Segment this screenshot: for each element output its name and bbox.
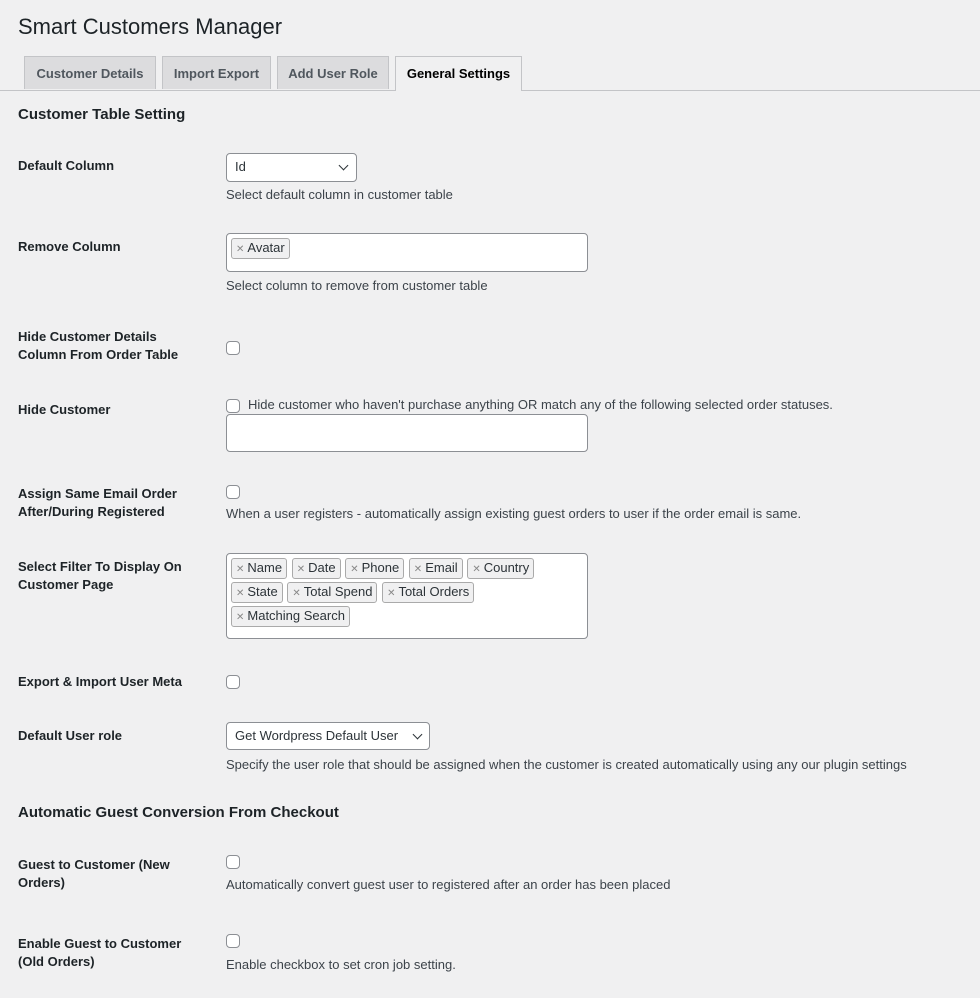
remove-chip-icon[interactable]: ✕ [387, 588, 396, 599]
label-guest-new-orders: Guest to Customer (New Orders) [18, 857, 170, 890]
default-column-select[interactable] [226, 153, 357, 182]
label-select-filter: Select Filter To Display On Customer Page [18, 559, 182, 592]
tab-add-user-role[interactable]: Add User Role [277, 56, 389, 89]
guest-old-orders-checkbox[interactable] [226, 934, 240, 948]
default-user-role-description: Specify the user role that should be assigned when the customer is created automatically using any our plugin settings [226, 757, 907, 772]
label-remove-column: Remove Column [18, 239, 121, 254]
chevron-down-icon [413, 730, 423, 740]
label-guest-old-orders: Enable Guest to Customer (Old Orders) [18, 936, 182, 969]
order-status-multiselect[interactable] [226, 414, 588, 452]
section-heading-customer-table: Customer Table Setting [18, 106, 186, 123]
tab-general-settings[interactable]: General Settings [395, 56, 522, 91]
guest-new-orders-checkbox[interactable] [226, 855, 240, 869]
chip-matching-search: ✕ Matching Search [231, 606, 350, 627]
chip-phone: ✕ Phone [345, 558, 404, 579]
label-hide-customer-details: Hide Customer Details Column From Order Table [18, 329, 179, 362]
assign-same-email-checkbox[interactable] [226, 485, 240, 499]
tab-import-export[interactable]: Import Export [162, 56, 271, 89]
guest-new-orders-description: Automatically convert guest user to registered after an order has been placed [226, 877, 671, 892]
filter-multiselect[interactable] [226, 553, 588, 639]
remove-chip-icon[interactable]: ✕ [236, 612, 245, 623]
chip-name: ✕ Name [231, 558, 287, 579]
label-default-column: Default Column [18, 158, 115, 173]
export-import-meta-checkbox[interactable] [226, 675, 240, 689]
remove-chip-icon[interactable]: ✕ [236, 244, 245, 255]
hide-customer-details-checkbox[interactable] [226, 341, 240, 355]
label-export-import-meta: Export & Import User Meta [18, 674, 182, 689]
guest-old-orders-description: Enable checkbox to set cron job setting. [226, 957, 456, 972]
hide-customer-checkbox-text: Hide customer who haven't purchase anything OR match any of the following selected order statuses. [248, 397, 833, 412]
remove-chip-icon[interactable]: ✕ [296, 564, 306, 575]
remove-chip-icon[interactable]: ✕ [472, 564, 481, 575]
remove-column-multiselect[interactable] [226, 233, 588, 272]
label-default-user-role: Default User role [18, 728, 123, 743]
chip-total-orders: ✕ Total Orders [382, 582, 474, 603]
remove-column-description: Select column to remove from customer table [226, 278, 488, 293]
chip-avatar: ✕ Avatar [231, 238, 290, 259]
default-user-role-select[interactable] [226, 722, 430, 750]
remove-chip-icon[interactable]: ✕ [413, 564, 423, 575]
chip-date: ✕ Date [292, 558, 341, 579]
tab-customer-details[interactable]: Customer Details [24, 56, 156, 89]
chip-state: ✕ State [231, 582, 283, 603]
page-title: Smart Customers Manager [18, 14, 283, 39]
section-heading-guest-conversion: Automatic Guest Conversion From Checkout [18, 804, 339, 821]
chip-country: ✕ Country [467, 558, 534, 579]
default-user-role-value: Get Wordpress Default User [235, 728, 399, 743]
label-assign-same-email: Assign Same Email Order After/During Registered [18, 486, 177, 519]
tab-bar [0, 56, 980, 91]
assign-same-email-description: When a user registers - automatically assign existing guest orders to user if the order email is same. [226, 506, 802, 521]
default-column-value: Id [235, 159, 246, 174]
remove-chip-icon[interactable]: ✕ [292, 588, 301, 599]
chevron-down-icon [339, 161, 349, 171]
label-hide-customer: Hide Customer [18, 402, 111, 417]
remove-chip-icon[interactable]: ✕ [236, 564, 245, 575]
hide-customer-checkbox[interactable] [226, 399, 240, 413]
chip-email: ✕ Email [409, 558, 463, 579]
remove-chip-icon[interactable]: ✕ [350, 564, 359, 575]
chip-total-spend: ✕ Total Spend [287, 582, 377, 603]
remove-chip-icon[interactable]: ✕ [236, 588, 245, 599]
default-column-description: Select default column in customer table [226, 187, 453, 202]
